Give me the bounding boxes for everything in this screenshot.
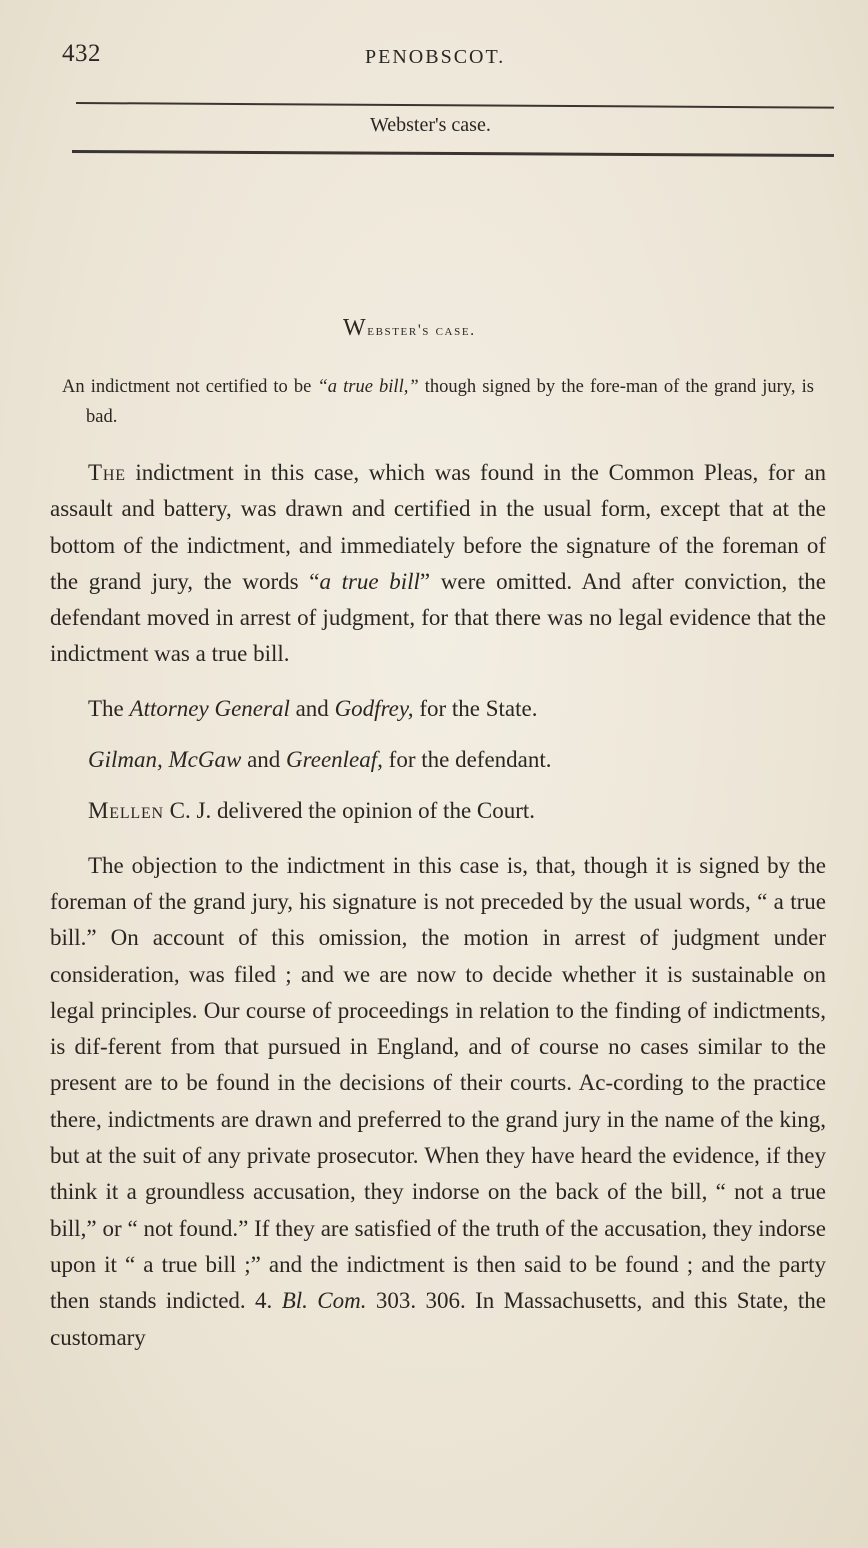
counsel-state-post: for the State. bbox=[413, 695, 538, 721]
running-head bbox=[62, 40, 542, 80]
paragraph1-part1: indictment in this case, which was found in the Common Pleas, for an assault and battery, was drawn and certified in the usual form, except that at the bottom of the indictment, and immediately before the signature of the foreman of the grand jury, the words “ bbox=[50, 460, 826, 594]
case-heading-initial: W bbox=[343, 315, 368, 341]
paragraph1-italic: a true bill bbox=[319, 568, 420, 594]
top-rule bbox=[76, 102, 834, 109]
body-text bbox=[50, 455, 826, 1356]
opinion-line-rest: C. J. delivered the opinion of the Court. bbox=[163, 798, 536, 824]
case-heading bbox=[343, 315, 476, 342]
statement-paragraph bbox=[50, 455, 826, 673]
case-heading-rest: ebster's case. bbox=[367, 322, 476, 339]
case-caption: Webster's case. bbox=[370, 114, 491, 136]
headnote bbox=[62, 372, 814, 432]
paragraph-lead: The bbox=[88, 460, 126, 485]
counsel-state-name1: Attorney General bbox=[129, 695, 290, 721]
counsel-defendant-post: for the defendant. bbox=[382, 747, 552, 773]
counsel-defendant-mid: and bbox=[241, 747, 287, 773]
counsel-defendant-name1: Gilman, McGaw bbox=[88, 747, 242, 773]
headnote-post: though signed by the fore-man of the grand jury, is bad. bbox=[86, 377, 814, 427]
headnote-pre: An indictment not certified to be bbox=[62, 377, 318, 397]
headnote-italic: “a true bill,” bbox=[317, 377, 419, 397]
counsel-state-pre: The bbox=[88, 695, 130, 721]
counsel-state-mid: and bbox=[289, 695, 335, 721]
page-number: 432 bbox=[62, 40, 101, 67]
paragraph2-part1: The objection to the indictment in this case is, that, though it is signed by the foreman of the grand jury, his signature is not preceded by the usual words, “ a true bill.” On account of this omission, the motion in arrest of judgment under consideration, was filed ; and we are now to decide whether it is sustainable on legal principles. Our course of proceedings in relation to the finding of indictments, is dif-ferent from that pursued in England, and of course no cases similar to the present are to be found in the decisions of their courts. Ac-cording to the practice there, indictments are drawn and preferred to the grand jury in the name of the king, but at the suit of any private prosecutor. When they have heard the evidence, if they think it a groundless accusation, they indorse on the back of the bill, “ not a true bill,” or “ not found.” If they are satisfied of the truth of the accusation, they indorse upon it “ a true bill ;” and the indictment is then said to be found ; and the party then stands indicted. 4. bbox=[50, 852, 826, 1314]
headnote-text bbox=[62, 372, 814, 432]
citation-italic: Bl. Com. bbox=[281, 1288, 367, 1314]
counsel-defendant bbox=[50, 742, 826, 778]
counsel-state-name2: Godfrey, bbox=[334, 695, 414, 721]
opinion-paragraph bbox=[50, 848, 826, 1356]
judge-name: Mellen bbox=[88, 798, 164, 824]
counsel-state bbox=[50, 691, 826, 727]
running-title: PENOBSCOT. bbox=[365, 46, 506, 68]
paragraph2-part2: 303. 306. In Massachusetts, and this State, the customary bbox=[50, 1288, 826, 1350]
paragraph1-part2: ” were omitted. And after conviction, the defendant moved in arrest of judgment, for that there was no legal evidence that the indictment was a true bill. bbox=[50, 568, 826, 667]
opinion-line bbox=[50, 793, 826, 829]
bottom-rule bbox=[72, 150, 834, 157]
counsel-defendant-name2: Greenleaf, bbox=[286, 747, 383, 773]
